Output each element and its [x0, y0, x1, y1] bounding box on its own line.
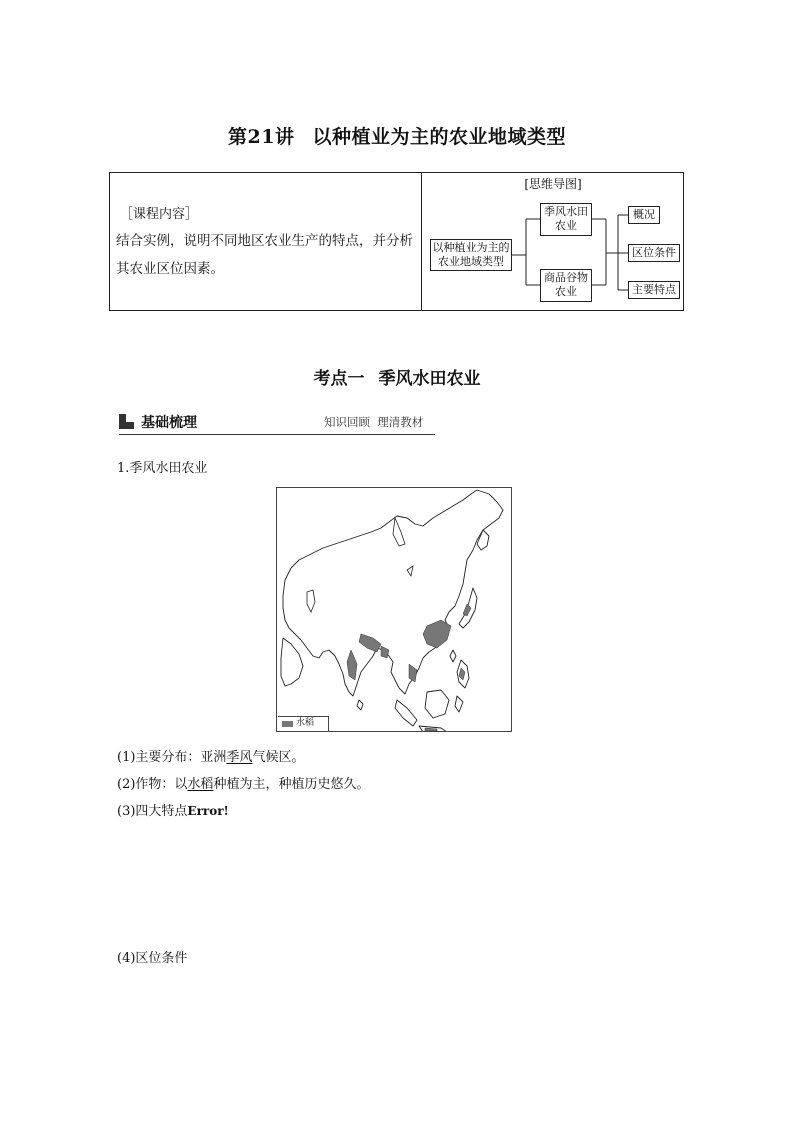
arabian-peninsula [281, 638, 303, 686]
lesson-name: 以种植业为主的农业地域类型 [312, 126, 566, 148]
item-1-2-suffix: 种植为主，种植历史悠久。 [213, 777, 370, 792]
course-content-text: 结合实例，说明不同地区农业生产的特点，并分析其农业区位因素。 [116, 233, 413, 277]
borneo [425, 690, 449, 718]
section-title [0, 364, 794, 389]
asia-rice-map [276, 487, 512, 732]
item-1-heading: 1.季风水田农业 [117, 461, 208, 476]
asia-mainland [283, 490, 503, 696]
taiwan [450, 650, 456, 662]
item-1-1-suffix: 气候区。 [252, 750, 305, 765]
lesson-number: 第21讲 [228, 126, 295, 148]
sulawesi [455, 696, 463, 712]
mind-map-branch-grain: 商品谷物农业 [540, 269, 592, 302]
course-content-heading: ［课程内容］ [120, 207, 199, 222]
mind-map-root-box: 以种植业为主的农业地域类型 [430, 239, 512, 271]
mind-map-branch-monsoon: 季风水田农业 [540, 203, 592, 236]
item-1-2-prefix: (2)作物：以 [117, 777, 188, 792]
mind-map-title: [思维导图] [524, 177, 582, 191]
item-1-1 [117, 746, 304, 765]
sumatra [395, 700, 417, 726]
sri-lanka [357, 700, 363, 710]
map-legend [278, 716, 329, 731]
legend-swatch-rice [282, 721, 293, 727]
item-1-1-answer: 季风 [226, 750, 253, 765]
basic-review-label: 基础梳理 [141, 415, 197, 431]
section-title-b: 季风水田农业 [378, 369, 481, 389]
item-1-3 [117, 800, 229, 819]
basic-review-header [119, 412, 435, 438]
section-marker-icon [119, 414, 134, 429]
mind-map-leaf-overview: 概况 [628, 206, 660, 224]
mind-map-leaf-features: 主要特点 [628, 281, 680, 299]
basic-review-underline [119, 434, 435, 435]
item-1-2 [117, 773, 369, 792]
mind-map-leaf-location: 区位条件 [628, 244, 680, 262]
item-1-4: (4)区位条件 [117, 951, 188, 966]
item-1-2-answer: 水稻 [187, 777, 214, 792]
item-1-1-prefix: (1)主要分布：亚洲 [117, 750, 227, 765]
item-1-3-error-text: Error! [187, 804, 229, 818]
item-1-3-prefix: (3)四大特点 [117, 804, 188, 819]
section-title-a: 考点一 [313, 369, 365, 389]
basic-review-subtitle: 知识回顾 理清教材 [324, 415, 424, 429]
mind-map [422, 173, 684, 310]
legend-label-rice: 水稻 [296, 718, 315, 728]
asia-map-drawing [277, 488, 512, 732]
lesson-title [0, 122, 794, 149]
course-info-table [109, 172, 684, 311]
